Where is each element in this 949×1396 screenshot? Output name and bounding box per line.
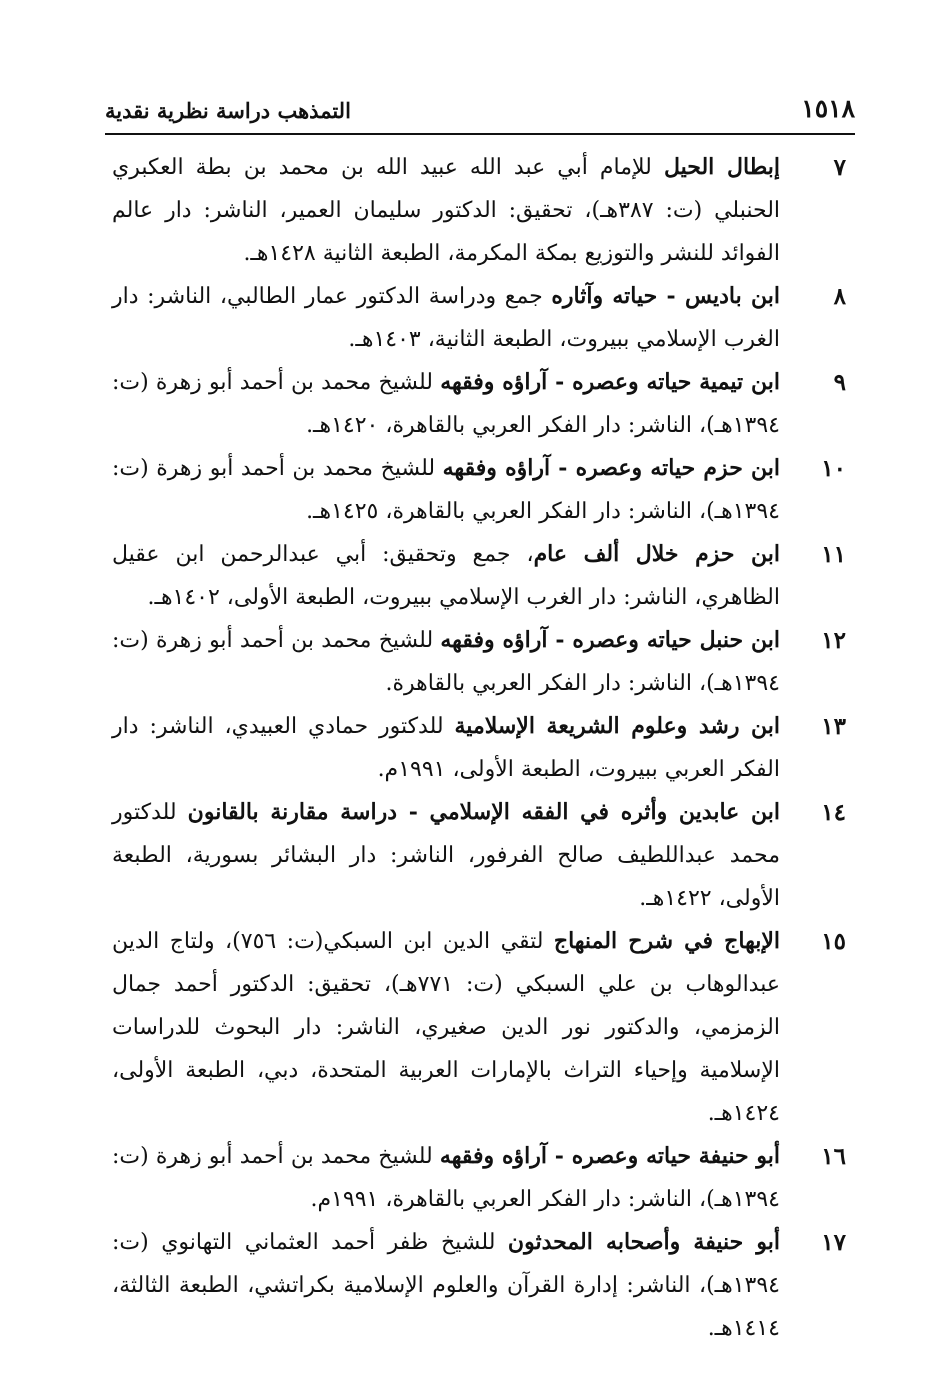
bibliography-entry	[112, 1135, 852, 1221]
entry-number: ١٢	[821, 627, 846, 654]
bibliography-entry	[112, 1221, 852, 1350]
entry-number: ١١	[821, 541, 846, 568]
bibliography-entry	[112, 619, 852, 705]
bibliography-entry	[112, 361, 852, 447]
entry-details: للدكتور حمادي العبيدي، الناشر: دار الفكر العربي ببيروت، الطبعة الأولى، ١٩٩١م.	[112, 714, 780, 782]
entry-details: للشيخ محمد بن أحمد أبو زهرة (ت: ١٣٩٤هـ)، الناشر: دار الفكر العربي بالقاهرة، ١٩٩١م.	[112, 1144, 780, 1212]
running-title: التمذهب دراسة نظرية نقدية	[105, 98, 351, 123]
entry-details: جمع ودراسة الدكتور عمار الطالبي، الناشر: دار الغرب الإسلامي ببيروت، الطبعة الثانية، ١٤٠٣هـ.	[112, 284, 780, 352]
entry-details: ، جمع وتحقيق: أبي عبدالرحمن ابن عقيل الظاهري، الناشر: دار الغرب الإسلامي ببيروت، الطبعة الأولى، ١٤٠٢هـ.	[112, 542, 780, 610]
header-rule	[105, 133, 855, 135]
bibliography-entry	[112, 791, 852, 920]
book-title: ابن حزم خلال ألف عام	[533, 541, 780, 567]
entry-details: للشيخ محمد بن أحمد أبو زهرة (ت: ١٣٩٤هـ)، الناشر: دار الفكر العربي بالقاهرة، ١٤٢٥هـ.	[112, 456, 780, 524]
entry-number: ١٥	[821, 928, 846, 955]
entry-details: للشيخ محمد بن أحمد أبو زهرة (ت: ١٣٩٤هـ)، الناشر: دار الفكر العربي بالقاهرة، ١٤٢٠هـ.	[112, 370, 780, 438]
book-title: ابن تيمية حياته وعصره - آراؤه وفقهه	[440, 369, 780, 395]
book-title: ابن عابدين وأثره في الفقه الإسلامي - دراسة مقارنة بالقانون	[187, 799, 780, 825]
bibliography-list	[112, 146, 852, 1350]
entry-number: ١٦	[821, 1143, 846, 1170]
entry-number: ١٧	[821, 1229, 846, 1256]
entry-details: للشيخ محمد بن أحمد أبو زهرة (ت: ١٣٩٤هـ)، الناشر: دار الفكر العربي بالقاهرة.	[112, 628, 780, 696]
bibliography-entry	[112, 705, 852, 791]
entry-number: ١٠	[821, 455, 846, 482]
entry-number: ٧	[833, 154, 846, 181]
bibliography-entry	[112, 275, 852, 361]
entry-details: للإمام أبي عبد الله عبيد الله بن محمد بن بطة العكبري الحنبلي (ت: ٣٨٧هـ)، تحقيق: الدكتور سليمان العمير، الناشر: دار عالم الفوائد للنشر والتوزيع بمكة المكرمة، الطبعة الثانية ١٤٢٨هـ.	[112, 155, 781, 266]
entry-details: لتقي الدين ابن السبكي(ت: ٧٥٦)، ولتاج الدين عبدالوهاب بن علي السبكي (ت: ٧٧١هـ)، تحقيق: الدكتور أحمد جمال الزمزمي، والدكتور نور الدين صغيري، الناشر: دار البحوث للدراسات الإسلامية وإحياء التراث بالإمارات العربية المتحدة، دبي، الطبعة الأولى، ١٤٢٤هـ.	[112, 929, 780, 1126]
book-title: أبو حنيفة وأصحابه المحدثون	[507, 1229, 781, 1255]
book-title: ابن رشد وعلوم الشريعة الإسلامية	[454, 713, 781, 739]
entry-number: ٩	[833, 369, 846, 396]
entry-details: للشيخ ظفر أحمد العثماني التهانوي (ت: ١٣٩٤هـ)، الناشر: إدارة القرآن والعلوم الإسلامية بكراتشي، الطبعة الثالثة، ١٤١٤هـ.	[112, 1230, 780, 1341]
book-title: أبو حنيفة حياته وعصره - آراؤه وفقهه	[439, 1143, 781, 1169]
entry-number: ١٣	[821, 713, 846, 740]
page-header	[105, 92, 855, 132]
book-title: إبطال الحيل	[663, 154, 780, 180]
book-title: ابن حنبل حياته وعصره - آراؤه وفقهه	[440, 627, 780, 653]
entry-number: ٨	[833, 283, 846, 310]
bibliography-entry	[112, 533, 852, 619]
entry-details: للدكتور محمد عبداللطيف صالح الفرفور، الناشر: دار البشائر بسورية، الطبعة الأولى، ١٤٢٢هـ.	[112, 800, 780, 911]
book-title: ابن باديس - حياته وآثاره	[551, 283, 780, 309]
bibliography-entry	[112, 447, 852, 533]
bibliography-entry	[112, 146, 852, 275]
book-title: ابن حزم حياته وعصره - آراؤه وفقهه	[442, 455, 780, 481]
book-title: الإبهاج في شرح المنهاج	[553, 928, 780, 954]
entry-number: ١٤	[821, 799, 846, 826]
page-number: ١٥١٨	[801, 94, 855, 123]
bibliography-entry	[112, 920, 852, 1135]
